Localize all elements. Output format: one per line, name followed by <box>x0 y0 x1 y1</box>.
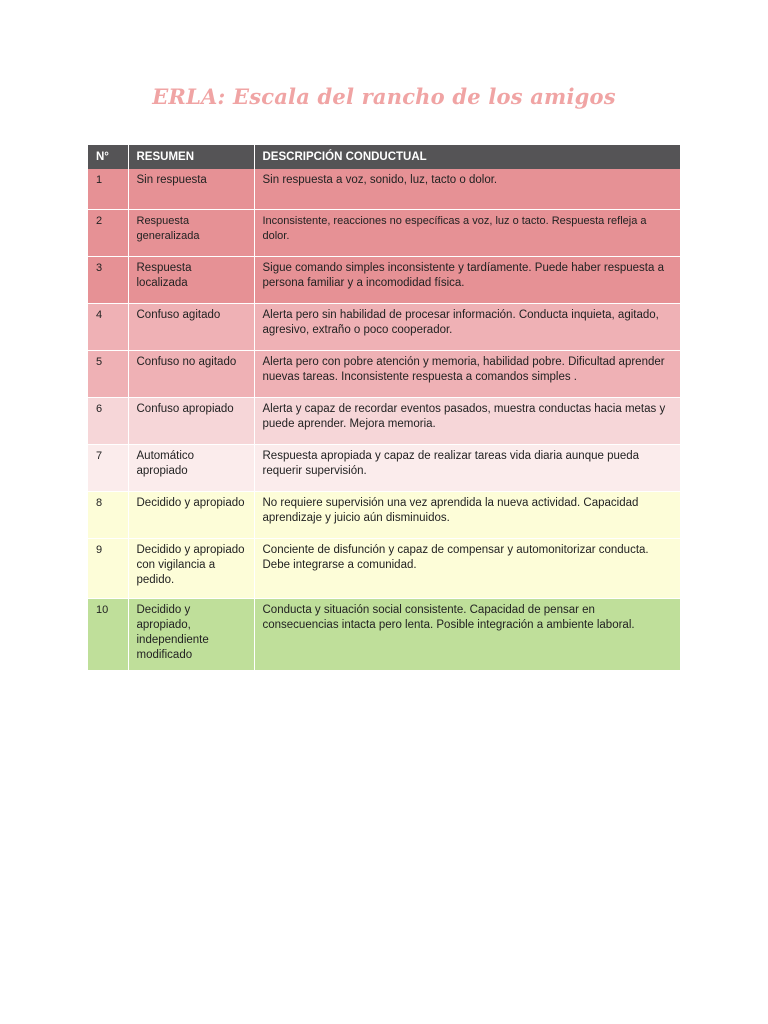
level-number: 9 <box>88 539 128 599</box>
table-row <box>88 398 680 445</box>
level-summary: Confuso agitado <box>128 304 254 351</box>
level-summary: Respuesta generalizada <box>128 210 254 257</box>
level-description: Alerta pero sin habilidad de procesar información. Conducta inquieta, agitado, agresivo, extraño o poco cooperador. <box>254 304 680 351</box>
header-descripcion: DESCRIPCIÓN CONDUCTUAL <box>254 145 680 169</box>
level-description: Inconsistente, reacciones no específicas a voz, luz o tacto. Respuesta refleja a dolor. <box>254 210 680 257</box>
level-summary: Automático apropiado <box>128 445 254 492</box>
level-number: 10 <box>88 599 128 671</box>
level-description: Sigue comando simples inconsistente y tardíamente. Puede haber respuesta a persona familiar y a incomodidad física. <box>254 257 680 304</box>
level-summary: Decidido y apropiado con vigilancia a pedido. <box>128 539 254 599</box>
table-row <box>88 169 680 210</box>
level-number: 4 <box>88 304 128 351</box>
level-number: 8 <box>88 492 128 539</box>
level-summary: Respuesta localizada <box>128 257 254 304</box>
table-row <box>88 210 680 257</box>
table-row <box>88 599 680 671</box>
level-description: No requiere supervisión una vez aprendida la nueva actividad. Capacidad aprendizaje y juicio aún disminuidos. <box>254 492 680 539</box>
level-description: Alerta pero con pobre atención y memoria, habilidad pobre. Dificultad aprender nuevas tareas. Inconsistente respuesta a comandos simples . <box>254 351 680 398</box>
level-number: 5 <box>88 351 128 398</box>
page-title: ERLA: Escala del rancho de los amigos <box>152 84 616 109</box>
level-summary: Confuso no agitado <box>128 351 254 398</box>
table-row <box>88 351 680 398</box>
table-row <box>88 257 680 304</box>
level-summary: Decidido y apropiado, independiente modificado <box>128 599 254 671</box>
level-description: Sin respuesta a voz, sonido, luz, tacto o dolor. <box>254 169 680 210</box>
level-number: 3 <box>88 257 128 304</box>
level-summary: Decidido y apropiado <box>128 492 254 539</box>
table-row <box>88 304 680 351</box>
header-resumen: RESUMEN <box>128 145 254 169</box>
level-number: 6 <box>88 398 128 445</box>
table-row <box>88 539 680 599</box>
level-summary: Confuso apropiado <box>128 398 254 445</box>
level-number: 1 <box>88 169 128 210</box>
header-num: N° <box>88 145 128 169</box>
level-summary: Sin respuesta <box>128 169 254 210</box>
level-description: Conciente de disfunción y capaz de compensar y automonitorizar conducta. Debe integrarse a comunidad. <box>254 539 680 599</box>
level-number: 7 <box>88 445 128 492</box>
table-header-row <box>88 145 680 169</box>
level-description: Alerta y capaz de recordar eventos pasados, muestra conductas hacia metas y puede aprender. Mejora memoria. <box>254 398 680 445</box>
erla-scale-table <box>88 145 680 671</box>
level-description: Respuesta apropiada y capaz de realizar tareas vida diaria aunque pueda requerir supervisión. <box>254 445 680 492</box>
level-description: Conducta y situación social consistente. Capacidad de pensar en consecuencias intacta pero lenta. Posible integración a ambiente laboral. <box>254 599 680 671</box>
level-number: 2 <box>88 210 128 257</box>
table-row <box>88 445 680 492</box>
table-row <box>88 492 680 539</box>
